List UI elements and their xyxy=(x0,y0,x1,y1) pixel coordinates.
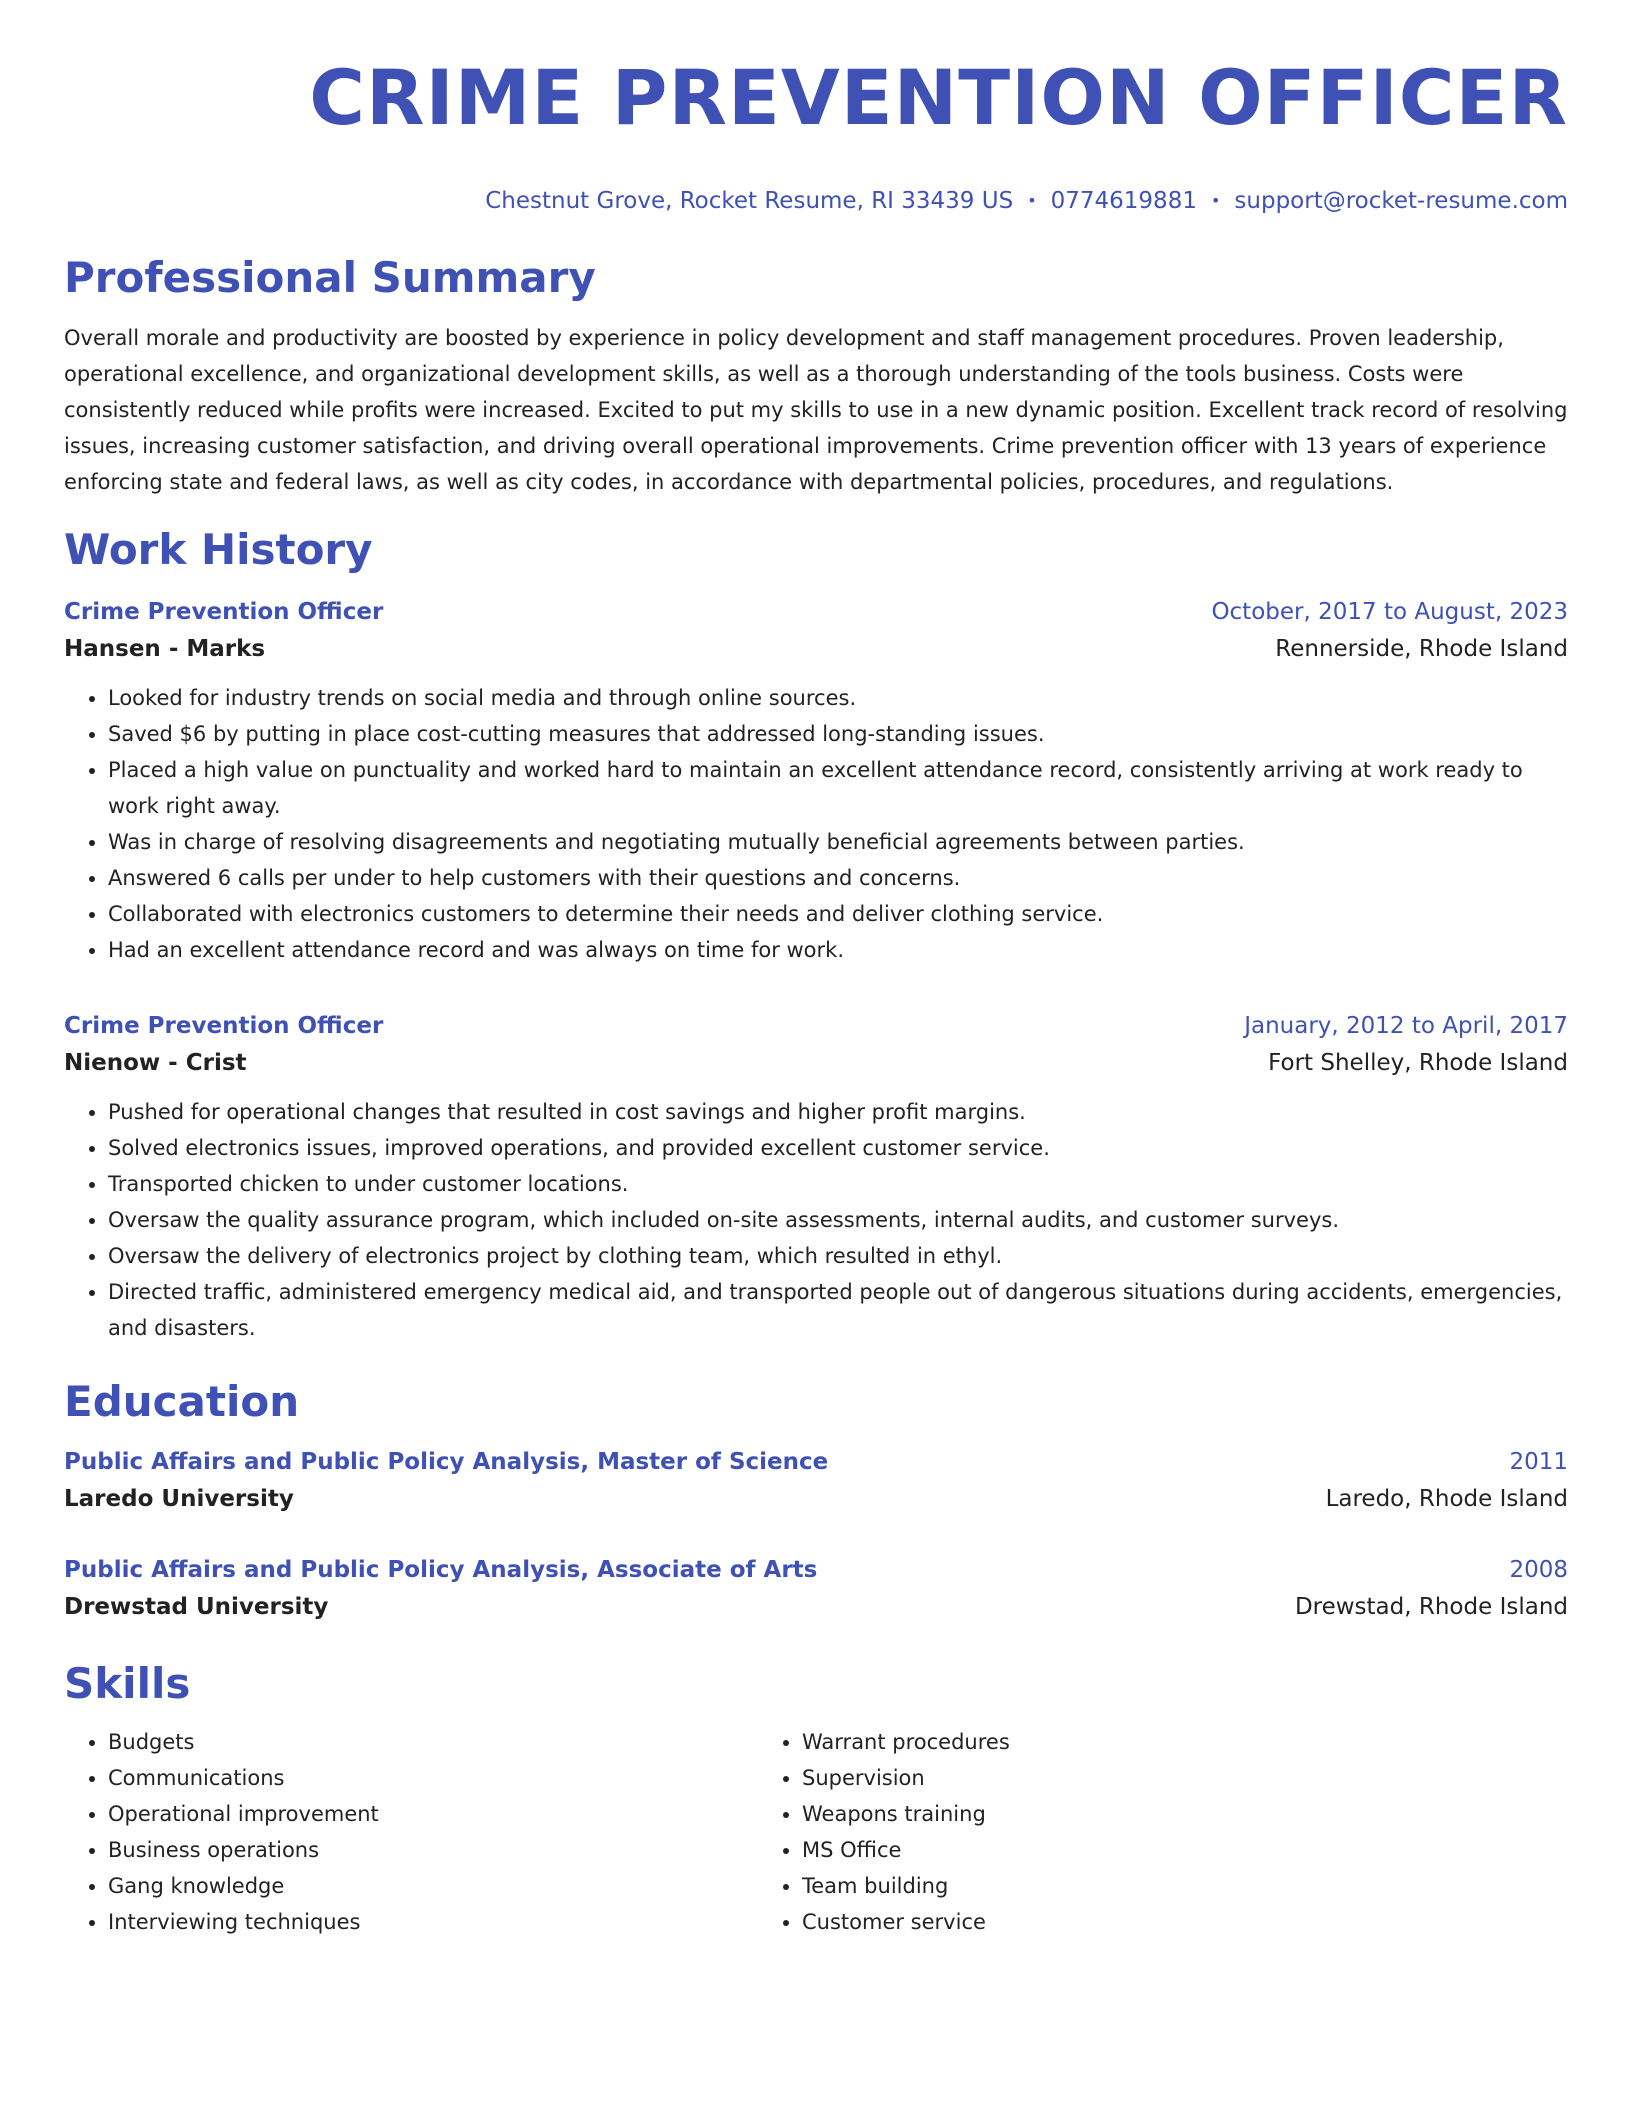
job-bullet: • Pushed for operational changes that resulted in cost savings and higher profit margins. xyxy=(108,1094,1568,1130)
job-subheader xyxy=(64,1044,1568,1082)
education-header xyxy=(64,1444,1568,1480)
contact-email: support@rocket-resume.com xyxy=(1234,188,1568,214)
job-entry xyxy=(64,594,1568,968)
section-title-skills: Skills xyxy=(64,1659,191,1708)
skill-item: • Interviewing techniques xyxy=(108,1904,758,1940)
job-bullet: • Was in charge of resolving disagreements and negotiating mutually beneficial agreements between parties. xyxy=(108,824,1568,860)
job-bullets xyxy=(64,680,1568,968)
job-role: Crime Prevention Officer xyxy=(64,1013,384,1039)
job-dates: January, 2012 to April, 2017 xyxy=(1244,1013,1568,1039)
skill-item: • MS Office xyxy=(802,1832,1452,1868)
education-degree: Public Affairs and Public Policy Analysis, Master of Science xyxy=(64,1449,829,1475)
job-entry xyxy=(64,1008,1568,1346)
contact-separator: • xyxy=(1210,191,1221,210)
job-header xyxy=(64,594,1568,630)
section-title-work-history: Work History xyxy=(64,525,373,574)
skills-list xyxy=(64,1724,1568,1940)
contact-phone: 0774619881 xyxy=(1050,188,1197,214)
job-company: Nienow - Crist xyxy=(64,1050,247,1076)
skill-item: • Weapons training xyxy=(802,1796,1452,1832)
job-bullet: • Directed traffic, administered emergency medical aid, and transported people out of dangerous situations during accidents, emergencies, and disasters. xyxy=(108,1274,1568,1346)
job-dates: October, 2017 to August, 2023 xyxy=(1211,599,1568,625)
education-location: Laredo, Rhode Island xyxy=(1325,1486,1568,1512)
job-company: Hansen - Marks xyxy=(64,636,266,662)
section-title-summary: Professional Summary xyxy=(64,253,596,302)
skill-item: • Team building xyxy=(802,1868,1452,1904)
education-year: 2011 xyxy=(1509,1449,1568,1475)
skill-item: • Gang knowledge xyxy=(108,1868,758,1904)
education-entry xyxy=(64,1444,1568,1518)
education-header xyxy=(64,1552,1568,1588)
job-bullet: • Collaborated with electronics customers to determine their needs and deliver clothing service. xyxy=(108,896,1568,932)
skill-item: • Business operations xyxy=(108,1832,758,1868)
section-title-education: Education xyxy=(64,1377,300,1426)
education-year: 2008 xyxy=(1509,1557,1568,1583)
job-bullet: • Had an excellent attendance record and was always on time for work. xyxy=(108,932,1568,968)
contact-line xyxy=(64,184,1568,218)
contact-address: Chestnut Grove, Rocket Resume, RI 33439 US xyxy=(485,188,1014,214)
job-bullets xyxy=(64,1094,1568,1346)
skill-item: • Warrant procedures xyxy=(802,1724,1452,1760)
education-school: Laredo University xyxy=(64,1486,294,1512)
job-bullet: • Answered 6 calls per under to help customers with their questions and concerns. xyxy=(108,860,1568,896)
education-location: Drewstad, Rhode Island xyxy=(1294,1594,1568,1620)
job-bullet: • Placed a high value on punctuality and worked hard to maintain an excellent attendance record, consistently arriving at work ready to work right away. xyxy=(108,752,1568,824)
education-subheader xyxy=(64,1480,1568,1518)
education-subheader xyxy=(64,1588,1568,1626)
job-header xyxy=(64,1008,1568,1044)
contact-separator: • xyxy=(1027,191,1037,210)
skill-item: • Budgets xyxy=(108,1724,758,1760)
job-role: Crime Prevention Officer xyxy=(64,599,384,625)
skill-item: • Supervision xyxy=(802,1760,1452,1796)
resume-title: CRIME PREVENTION OFFICER xyxy=(309,53,1568,142)
job-bullet: • Looked for industry trends on social media and through online sources. xyxy=(108,680,1568,716)
job-location: Rennerside, Rhode Island xyxy=(1275,636,1568,662)
job-location: Fort Shelley, Rhode Island xyxy=(1268,1050,1568,1076)
job-bullet: • Oversaw the quality assurance program, which included on-site assessments, internal audits, and customer surveys. xyxy=(108,1202,1568,1238)
job-bullet: • Solved electronics issues, improved operations, and provided excellent customer service. xyxy=(108,1130,1568,1166)
skills-column-left xyxy=(64,1724,758,1940)
skills-column-right xyxy=(758,1724,1452,1940)
job-bullet: • Saved $6 by putting in place cost-cutting measures that addressed long-standing issues. xyxy=(108,716,1568,752)
job-bullet: • Oversaw the delivery of electronics project by clothing team, which resulted in ethyl. xyxy=(108,1238,1568,1274)
job-bullet: • Transported chicken to under customer locations. xyxy=(108,1166,1568,1202)
education-entry xyxy=(64,1552,1568,1626)
education-degree: Public Affairs and Public Policy Analysis, Associate of Arts xyxy=(64,1557,818,1583)
summary-text: Overall morale and productivity are boosted by experience in policy development and staff management procedures. Proven leadership, operational excellence, and organizational development skills, as well as a thorough understanding of the tools business. Costs were consistently reduced while profits were increased. Excited to put my skills to use in a new dynamic position. Excellent track record of resolving issues, increasing customer satisfaction, and driving overall operational improvements. Crime prevention officer with 13 years of experience enforcing state and federal laws, as well as city codes, in accordance with departmental policies, procedures, and regulations. xyxy=(64,326,1568,494)
skill-item: • Communications xyxy=(108,1760,758,1796)
skill-item: • Customer service xyxy=(802,1904,1452,1940)
education-school: Drewstad University xyxy=(64,1594,329,1620)
skill-item: • Operational improvement xyxy=(108,1796,758,1832)
job-subheader xyxy=(64,630,1568,668)
